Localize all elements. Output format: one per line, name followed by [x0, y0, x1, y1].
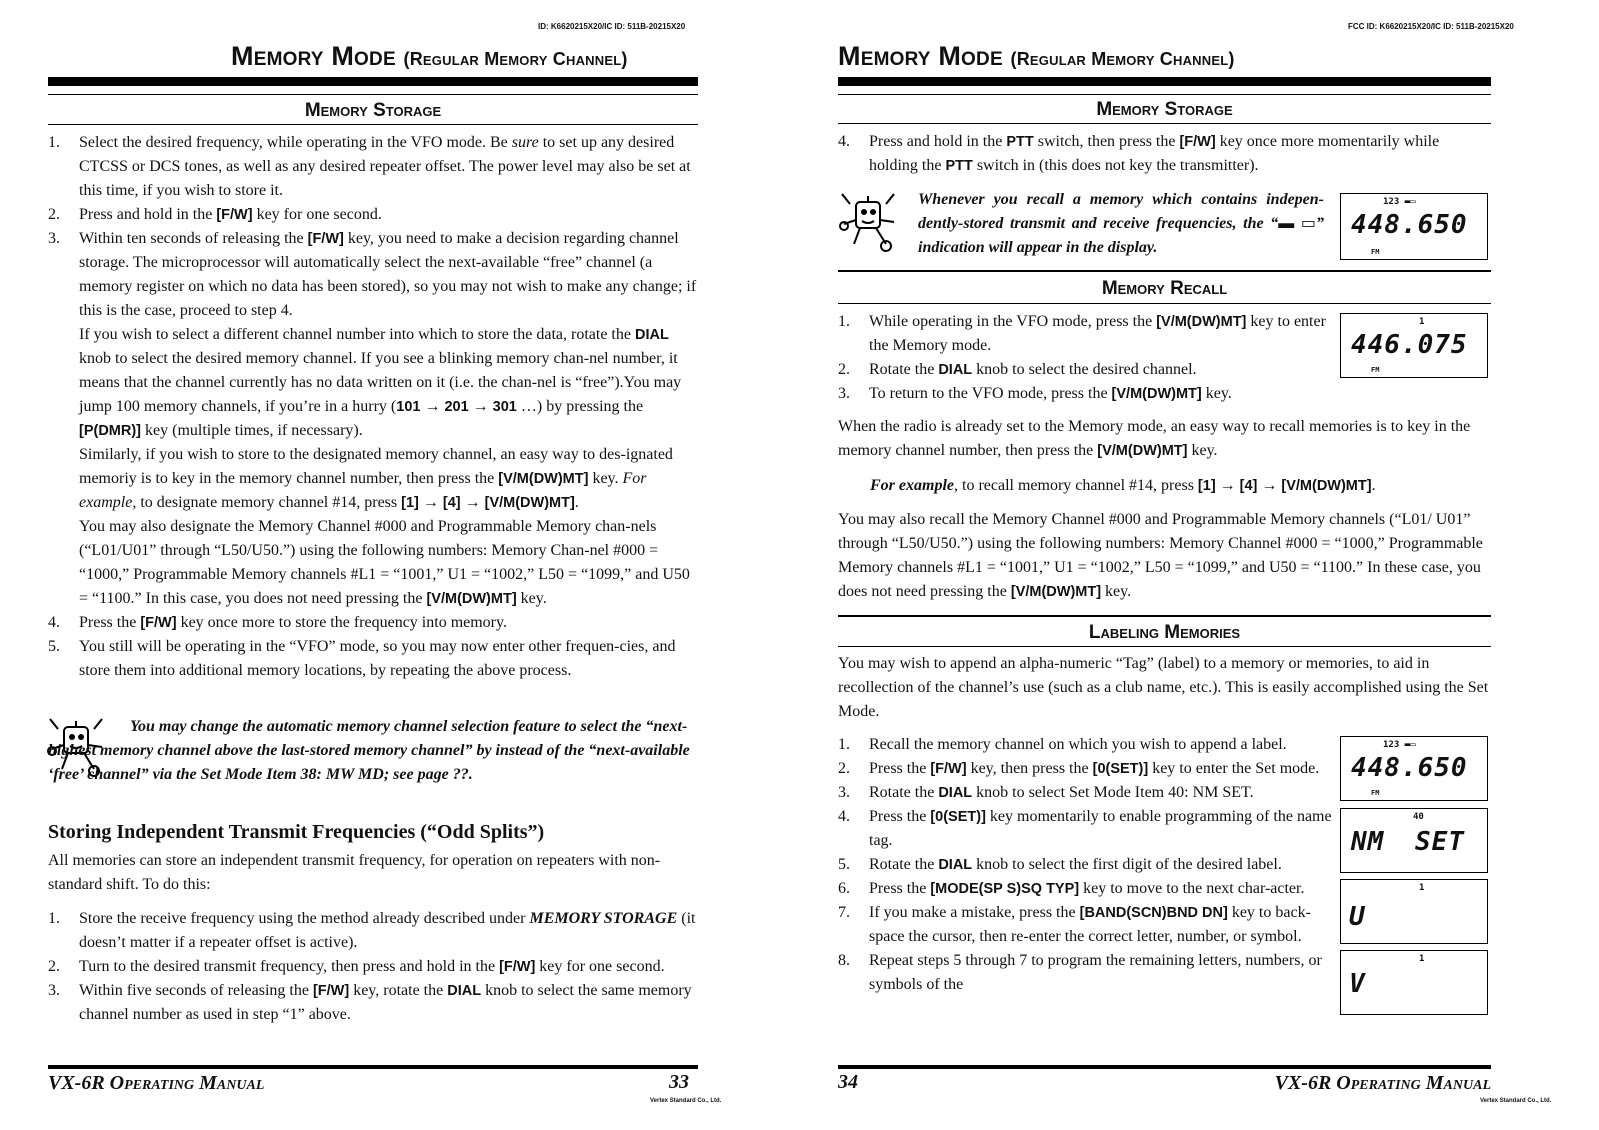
list-number: 3.	[838, 784, 850, 801]
robot-hint-icon	[836, 192, 906, 252]
section-heading-memory-recall: Memory Recall	[1101, 278, 1228, 299]
list-item	[838, 358, 1336, 382]
key-label: [F/W]	[312, 983, 350, 999]
key-label: [1]	[1197, 478, 1216, 494]
section-rule-top	[838, 94, 1491, 95]
title-rule	[838, 77, 1491, 86]
memory-storage-steps	[48, 131, 700, 683]
footer-rule	[48, 1065, 698, 1069]
lcd-display-recall	[1340, 313, 1488, 378]
list-text: You still will be operating in the “VFO” mode, so you may now enter other frequen-cies, and store them into additional memory locations, by repeating the above process.	[79, 638, 676, 679]
section-rule-top	[838, 270, 1491, 272]
list-text: Rotate the DIAL knob to select the desired channel.	[869, 361, 1197, 378]
list-text: Within ten seconds of releasing the [F/W] key, you need to make a decision regarding channel storage. The microprocessor will automatically select the next-available “free” channel (a memory register on which no data has been stored), so you may not wish to make any change; if this is the case, proceed to step 4. If you wish to select a different channel number into which to store the data, rotate the DIAL knob to select the desired memory channel. If you see a blinking memory chan-nel number, it means that the channel currently has no data written on it (i.e. the chan-nel is “free”).You may jump 100 memory channels, if you’re in a hurry (101 → 201 → 301 …) by pressing the [P(DMR)] key (multiple times, if necessary). Similarly, if you wish to store to the designated memory channel, an easy way to des-ignated memoriy is to key in the memory channel number, then press the [V/M(DW)MT] key. For example, to designate memory channel #14, press [1] → [4] → [V/M(DW)MT]. You may also designate the Memory Channel #000 and Programmable Memory chan-nels (“L01/U01” through “L50/U50.”) using the following numbers: Memory Chan-nel #000 = “1000,” Programmable Memory channels #L1 = “1001,” U1 = “1002,” L50 = “1099,” and U50 = “1100.” In this case, you does not need pressing the [V/M(DW)MT] key.	[79, 230, 697, 607]
key-label: [F/W]	[499, 959, 536, 975]
section-rule-bottom	[838, 303, 1491, 304]
list-item	[48, 227, 700, 611]
lcd-text: NM SET	[1351, 827, 1465, 857]
vertex-credit: Vertex Standard Co., Ltd.	[650, 1098, 722, 1104]
title-main: Memory Mode	[838, 41, 1003, 71]
list-text: If you make a mistake, press the [BAND(SCN)BND DN] key to back-space the cursor, then re-enter the correct letter, number, or symbol.	[869, 904, 1311, 945]
list-item	[48, 611, 700, 635]
key-label: [F/W]	[930, 761, 967, 777]
list-number: 5.	[838, 856, 850, 873]
list-text: Select the desired frequency, while operating in the VFO mode. Be sure to set up any desired CTCSS or DCS tones, as well as any desired repeater offset. The power level may also be set at this time, if you wish to store it.	[79, 134, 691, 199]
list-number: 6.	[838, 880, 850, 897]
split-indication-note: Whenever you recall a memory which contains indepen-dently-stored transmit and receive frequencies, the “▬ ▭” indication will appear in the display.	[918, 191, 1324, 256]
tip-note: You may change the automatic memory channel selection feature to select the “next-highest memory channel above the last-stored memory channel” by instead of the “next-available ‘free’ channel” via the Set Mode Item 38: MW MD; see page ??.	[48, 718, 690, 783]
right-page	[800, 0, 1599, 1130]
lcd-frequency: 446.075	[1351, 330, 1468, 360]
list-number: 5.	[48, 638, 60, 655]
footer-manual-text: VX-6R Operating Manual	[1274, 1072, 1491, 1094]
key-label: [F/W]	[216, 207, 253, 223]
key-label: [0(SET)]	[930, 809, 986, 825]
section-rule-bottom	[48, 124, 698, 125]
key-label: PTT	[1006, 134, 1034, 150]
title-sub: (Regular Memory Channel)	[403, 49, 628, 69]
list-number: 3.	[838, 385, 850, 402]
list-number: 2.	[838, 760, 850, 777]
lcd-mode: FM	[1371, 789, 1380, 797]
list-item	[838, 733, 1338, 757]
title-rule	[48, 77, 698, 86]
list-item	[838, 382, 1336, 406]
list-item	[838, 310, 1336, 358]
key-label: DIAL	[634, 327, 669, 343]
list-number: 1.	[48, 134, 60, 151]
list-text: While operating in the VFO mode, press the [V/M(DW)MT] key to enter the Memory mode.	[869, 313, 1326, 354]
list-item	[838, 805, 1338, 853]
list-text: Recall the memory channel on which you wish to append a label.	[869, 736, 1287, 753]
list-item	[48, 907, 700, 955]
list-text: Press the [F/W] key, then press the [0(SET)] key to enter the Set mode.	[869, 760, 1320, 777]
recall-paragraph-2: You may also recall the Memory Channel #000 and Programmable Memory channels (“L01/ U01” through “L50/U50.”) using the following numbers: Memory Channel #000 = “1000,” Programmable Memory channels #L1 = “1001,” U1 = “1002,” L50 = “1099,” and U50 = “1100.” In these case, you does not need pressing the [V/M(DW)MT] key.	[838, 511, 1483, 600]
footer-manual-name	[48, 1072, 264, 1095]
recall-paragraph-1: When the radio is already set to the Memory mode, an easy way to recall memories is to key in the memory channel number, then press the [V/M(DW)MT] key.	[838, 418, 1471, 459]
list-item	[48, 203, 700, 227]
footer-manual-name	[1250, 1072, 1491, 1095]
list-item	[838, 781, 1338, 805]
list-text: Press the [MODE(SP S)SQ TYP] key to move to the next char-acter.	[869, 880, 1305, 897]
list-item	[48, 131, 700, 203]
key-label: [F/W]	[140, 615, 177, 631]
fcc-id: FCC ID: K6620215X20/IC ID: 511B-20215X20	[1348, 22, 1514, 31]
list-item	[838, 901, 1338, 949]
list-item	[48, 955, 700, 979]
list-number: 2.	[838, 361, 850, 378]
key-label: [V/M(DW)MT]	[484, 495, 575, 511]
list-number: 1.	[48, 910, 60, 927]
list-number: 8.	[838, 952, 850, 969]
list-number: 2.	[48, 206, 60, 223]
odd-splits-heading: Storing Independent Transmit Frequencies (“Odd Splits”)	[48, 821, 545, 843]
list-item	[838, 757, 1338, 781]
list-text: Store the receive frequency using the method already described under MEMORY STORAGE (it doesn’t matter if a repeater offset is active).	[79, 910, 696, 951]
vertex-credit: Vertex Standard Co., Ltd.	[1480, 1098, 1552, 1104]
page-title	[838, 41, 1235, 72]
key-label: DIAL	[447, 983, 482, 999]
key-label: 201	[444, 399, 469, 415]
list-text: Within five seconds of releasing the [F/W] key, rotate the DIAL knob to select the same memory channel number as used in step “1” above.	[79, 982, 692, 1023]
key-label: [F/W]	[1179, 134, 1216, 150]
key-label: [V/M(DW)MT]	[1156, 314, 1247, 330]
key-label: DIAL	[938, 362, 973, 378]
page-title	[231, 41, 628, 72]
key-label: PTT	[945, 158, 973, 174]
key-label: [V/M(DW)MT]	[426, 591, 517, 607]
key-label: DIAL	[938, 857, 973, 873]
key-label: 301	[492, 399, 517, 415]
lcd-display-label-v	[1340, 950, 1488, 1015]
key-label: [F/W]	[307, 231, 344, 247]
list-item	[838, 130, 1492, 178]
lcd-frequency: 448.650	[1351, 753, 1468, 783]
list-item	[838, 949, 1338, 997]
key-label: [P(DMR)]	[79, 423, 142, 439]
list-text: Rotate the DIAL knob to select Set Mode Item 40: NM SET.	[869, 784, 1254, 801]
key-label: [BAND(SCN)BND DN]	[1079, 905, 1228, 921]
section-rule-top	[48, 94, 698, 95]
lcd-mode: FM	[1371, 366, 1380, 374]
key-label: [0(SET)]	[1092, 761, 1149, 777]
title-sub: (Regular Memory Channel)	[1010, 49, 1235, 69]
section-heading-labeling-memories: Labeling Memories	[1088, 622, 1241, 643]
list-number: 4.	[838, 133, 850, 150]
fcc-id: ID: K6620215X20/IC ID: 511B-20215X20	[538, 22, 686, 31]
title-main: Memory Mode	[231, 41, 396, 71]
memory-storage-step-4	[838, 130, 1492, 178]
lcd-display-split	[1340, 193, 1488, 260]
key-label: [V/M(DW)MT]	[1111, 386, 1202, 402]
list-item	[48, 979, 700, 1027]
key-label: [V/M(DW)MT]	[498, 471, 589, 487]
list-number: 1.	[838, 313, 850, 330]
lcd-char: V	[1349, 969, 1366, 999]
odd-splits-steps	[48, 907, 700, 1027]
lcd-display-nm-set	[1340, 808, 1488, 873]
odd-splits-intro: All memories can store an independent transmit frequency, for operation on repeaters with non-standard shift. To do this:	[48, 852, 661, 893]
labeling-steps	[838, 733, 1338, 997]
footer-rule	[838, 1065, 1491, 1069]
lcd-icons: 1	[1419, 883, 1425, 893]
list-text: Press the [0(SET)] key momentarily to enable programming of the name tag.	[869, 808, 1332, 849]
key-label: DIAL	[938, 785, 973, 801]
list-text: Press and hold in the PTT switch, then press the [F/W] key once more momentarily while holding the PTT switch in (this does not key the transmitter).	[869, 133, 1440, 174]
list-item	[48, 635, 700, 683]
lcd-icons: 1	[1419, 317, 1425, 327]
list-text: Press the [F/W] key once more to store the frequency into memory.	[79, 614, 507, 631]
list-text: Rotate the DIAL knob to select the first digit of the desired label.	[869, 856, 1282, 873]
section-rule-top	[838, 615, 1491, 617]
list-number: 4.	[48, 614, 60, 631]
key-label: [V/M(DW)MT]	[1281, 478, 1372, 494]
key-label: [4]	[1239, 478, 1258, 494]
list-text: To return to the VFO mode, press the [V/M(DW)MT] key.	[869, 385, 1232, 402]
list-item	[838, 877, 1338, 901]
lcd-display-label-u	[1340, 879, 1488, 944]
list-number: 2.	[48, 958, 60, 975]
list-number: 4.	[838, 808, 850, 825]
list-item	[838, 853, 1338, 877]
lcd-display-set-mode	[1340, 736, 1488, 801]
lcd-mode: FM	[1371, 248, 1380, 256]
lcd-icons: 123 ▬▭	[1383, 197, 1416, 207]
lcd-item-number: 40	[1413, 812, 1424, 822]
key-label: [1]	[401, 495, 419, 511]
list-number: 3.	[48, 982, 60, 999]
lcd-frequency: 448.650	[1351, 210, 1468, 240]
key-label: [MODE(SP S)SQ TYP]	[930, 881, 1080, 897]
footer-manual-text: VX-6R Operating Manual	[48, 1072, 265, 1094]
list-number: 1.	[838, 736, 850, 753]
key-label: [4]	[442, 495, 461, 511]
recall-example: For example, to recall memory channel #14, press [1] → [4] → [V/M(DW)MT].	[870, 477, 1376, 494]
list-text: Repeat steps 5 through 7 to program the remaining letters, numbers, or symbols of the	[869, 952, 1322, 993]
key-label: [V/M(DW)MT]	[1097, 443, 1188, 459]
lcd-icons: 1	[1419, 954, 1425, 964]
labeling-intro: You may wish to append an alpha-numeric “Tag” (label) to a memory or memories, to aid in recollection of the channel’s use (such as a club name, etc.). This is easily accomplished using the Set Mode.	[838, 655, 1489, 720]
key-label: [V/M(DW)MT]	[1010, 584, 1102, 600]
page-number: 34	[838, 1071, 858, 1093]
section-rule-bottom	[838, 123, 1491, 124]
list-text: Turn to the desired transmit frequency, then press and hold in the [F/W] key for one second.	[79, 958, 665, 975]
lcd-char: U	[1349, 902, 1366, 932]
left-page	[0, 0, 745, 1130]
list-number: 7.	[838, 904, 850, 921]
list-text: Press and hold in the [F/W] key for one second.	[79, 206, 382, 223]
lcd-icons: 123 ▬▭	[1383, 740, 1416, 750]
page-number: 33	[669, 1071, 689, 1093]
key-label: 101	[396, 399, 421, 415]
section-heading-memory-storage: Memory Storage	[304, 100, 442, 121]
list-number: 3.	[48, 230, 60, 247]
section-heading-memory-storage: Memory Storage	[1096, 99, 1233, 120]
section-rule-bottom	[838, 646, 1491, 647]
memory-recall-steps	[838, 310, 1336, 406]
